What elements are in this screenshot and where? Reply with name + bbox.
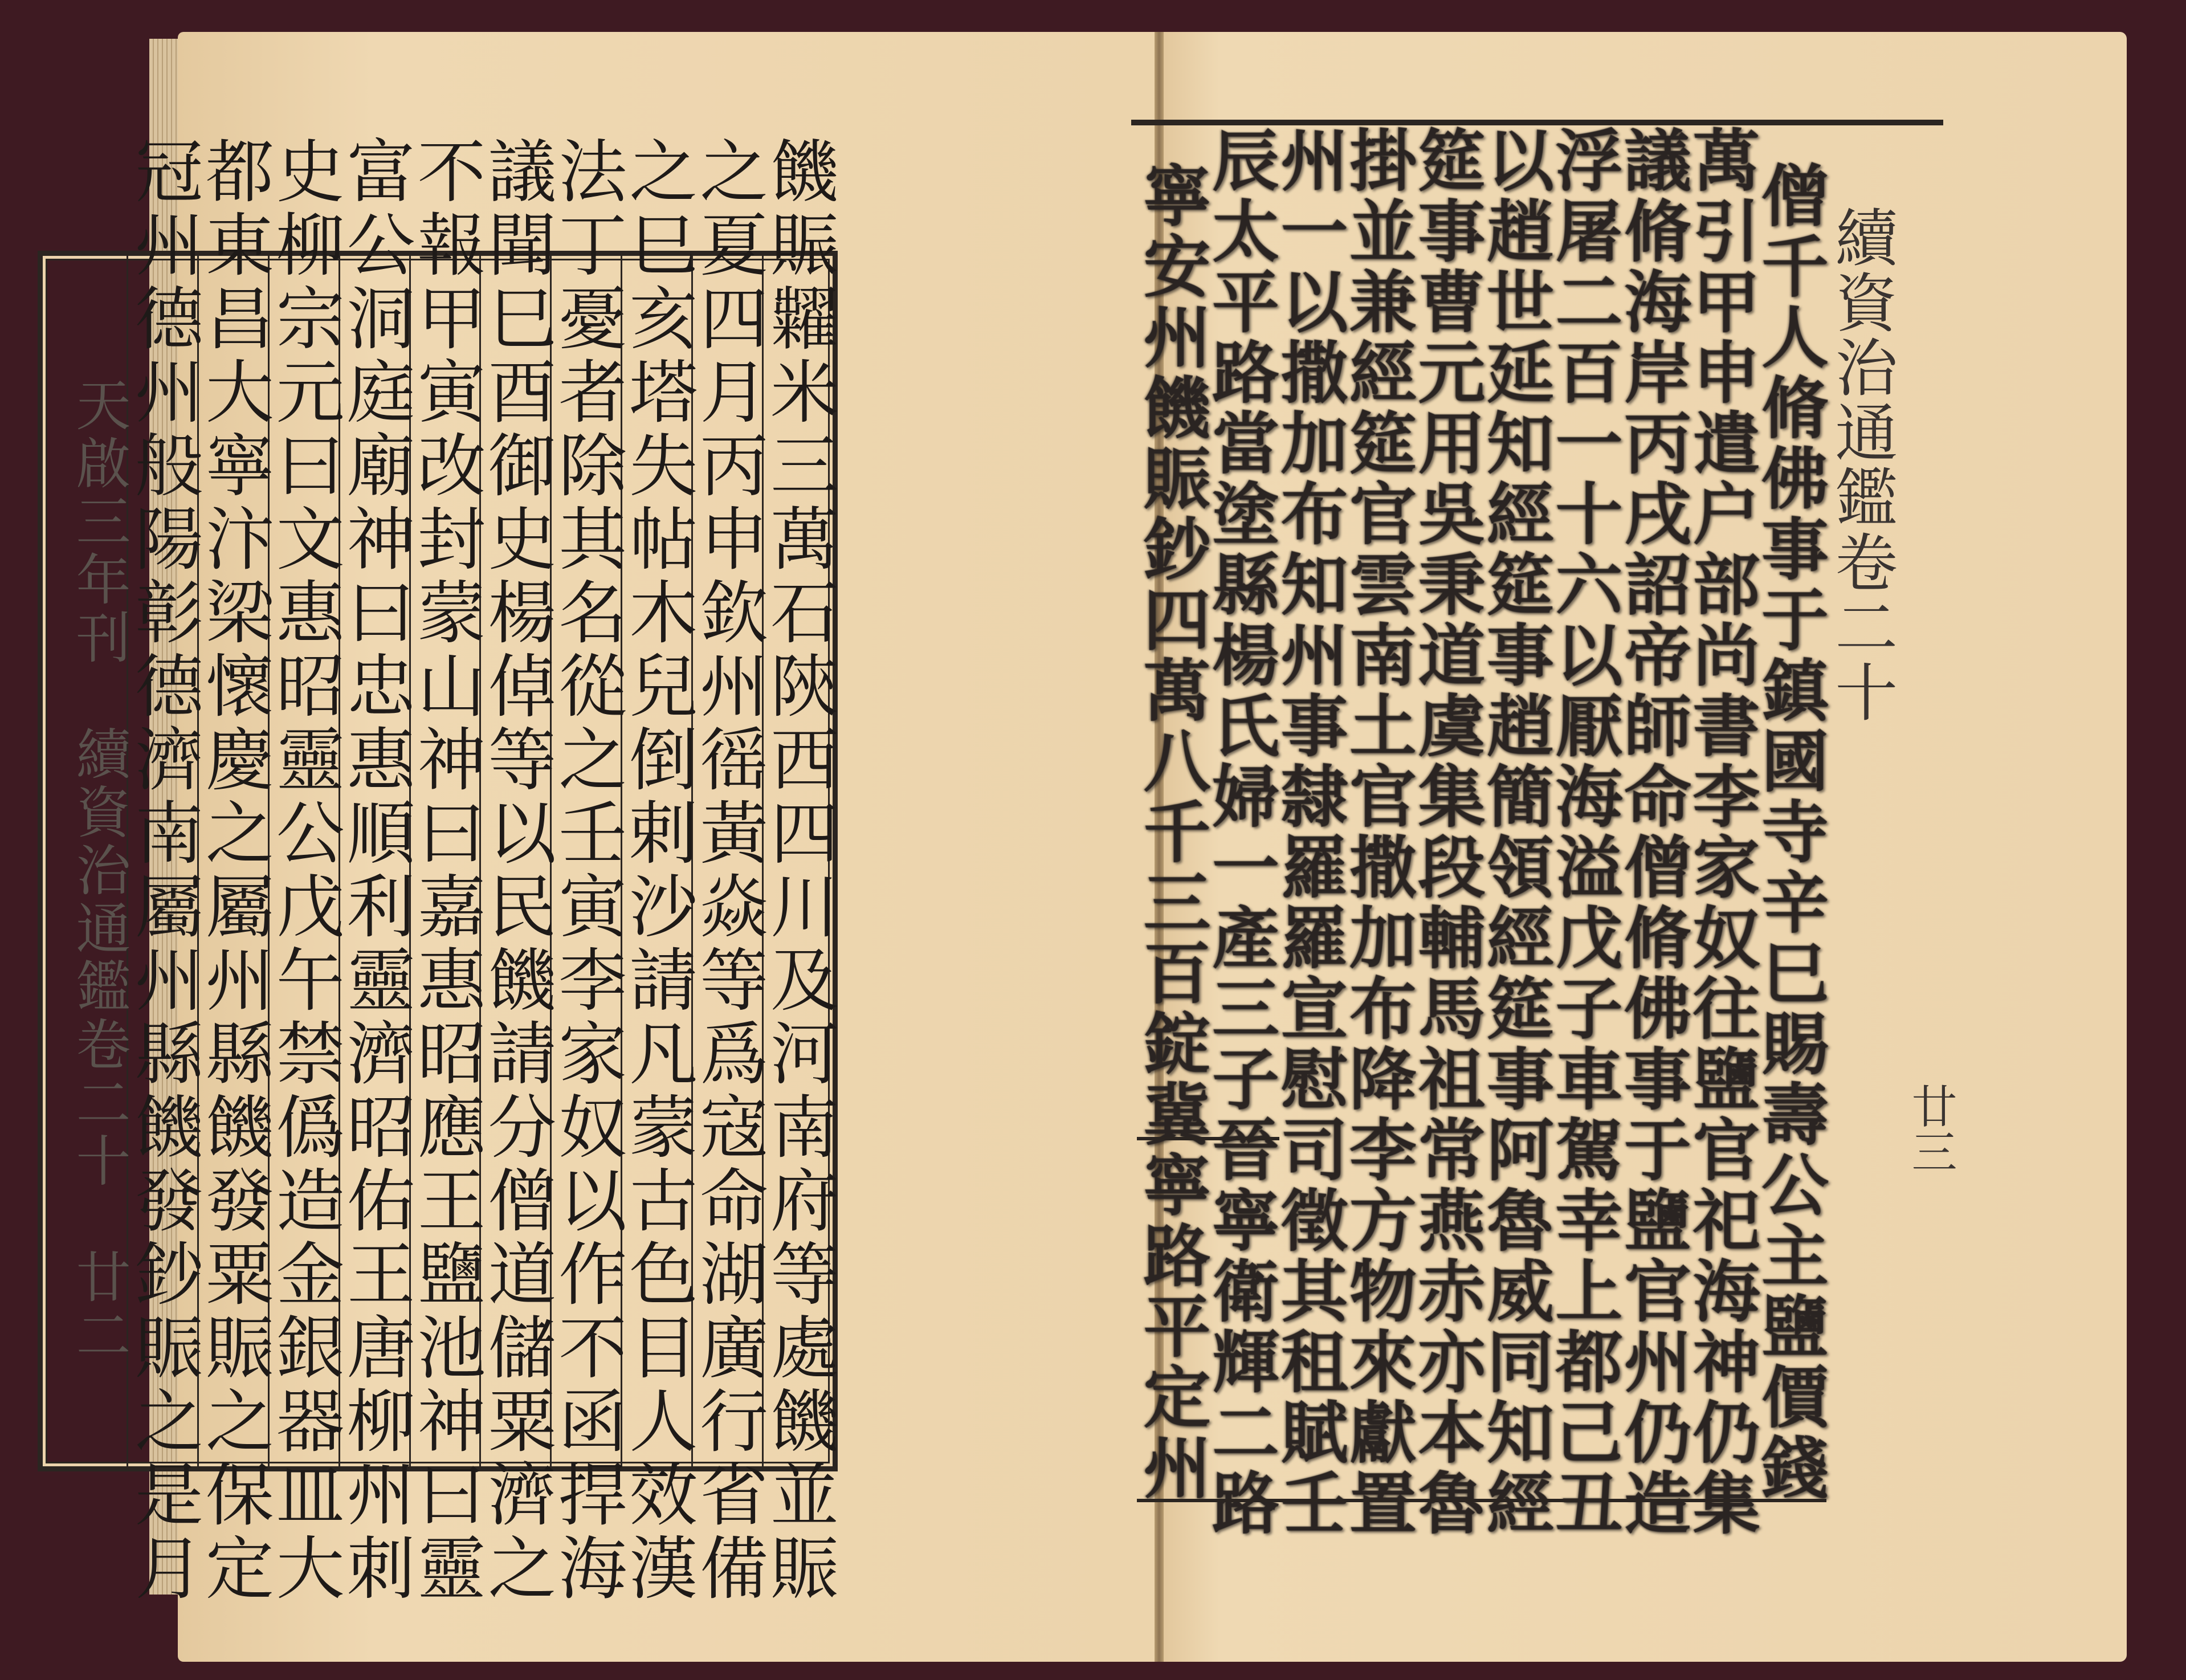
folio-number: 廿三 <box>1904 1083 1957 1174</box>
left-margin-text: 天啟三年刊 續資治通鑑卷二十 廿二 <box>43 256 128 1466</box>
right-column-9: 辰太平路當塗縣楊氏婦一產三子晉寧衛輝二路 <box>1201 125 1280 1539</box>
right-column-2: 萬引甲申遣户部尚書李家奴往鹽官祀海神仍集 <box>1681 125 1761 1539</box>
left-column-10: 冠州德州般陽彰德濟南屬州縣饑發鈔賑之是月 <box>123 136 203 1606</box>
left-column-2: 之夏四月丙申欽州徭黃焱等爲寇命湖廣行省備 <box>688 136 768 1606</box>
left-column-8: 史柳宗元曰文惠昭靈公戊午禁僞造金銀器皿大 <box>264 136 344 1606</box>
left-column-5: 議聞巳酉御史楊倬等以民饑請分僧道儲粟濟之 <box>476 136 556 1606</box>
right-page-section-rule <box>1137 1137 1279 1140</box>
right-column-8: 州一以撒加布知州事隸羅羅宣慰司徵其租賦壬 <box>1269 125 1349 1539</box>
right-column-10: 寧安州饑賑鈔四萬八千三百錠冀寧路平定州 <box>1132 161 1212 1503</box>
left-column-7: 富公洞庭廟神曰忠惠順利靈濟昭佑王唐柳州刺 <box>335 136 415 1606</box>
left-column-1: 饑賑糶米三萬石陝西四川及河南府等處饑並賑 <box>759 136 838 1606</box>
left-column-9: 都東昌大寧汴梁懷慶之屬州縣饑發粟賑之保定 <box>194 136 274 1606</box>
right-page-bottom-rule <box>1137 1499 1826 1502</box>
left-page-columns <box>43 136 838 1606</box>
right-column-6: 筵事曹元用吳秉道虞集段輔馬祖常燕赤亦本魯 <box>1406 125 1486 1539</box>
right-column-3: 議脩海岸丙戌詔帝師命僧脩佛事于鹽官州仍造 <box>1613 125 1692 1539</box>
left-column-6: 不報甲寅改封蒙山神曰嘉惠昭應王鹽池神曰靈 <box>406 136 486 1606</box>
right-column-1: 僧千人脩佛事于鎮國寺辛巳賜壽公主鹽價錢 <box>1750 161 1829 1503</box>
right-column-7: 掛並兼經筵官雲南土官撒加布降李方物來獻置 <box>1338 125 1417 1539</box>
left-column-4: 法丁憂者除其名從之壬寅李家奴以作不函捍海 <box>547 136 627 1606</box>
left-page-text-frame <box>38 136 838 1606</box>
left-column-3: 之巳亥塔失帖木兒倒剌沙請凡蒙古色目人效漢 <box>618 136 698 1606</box>
running-head: 續資治通鑑卷二十 <box>1825 205 1898 725</box>
right-column-5: 以趙世延知經筵事趙簡領經筵事阿魯威同知經 <box>1475 125 1555 1539</box>
right-page-columns <box>1132 125 1829 1539</box>
right-column-4: 浮屠二百一十六以厭海溢戊子車駕幸上都己丑 <box>1544 125 1624 1539</box>
